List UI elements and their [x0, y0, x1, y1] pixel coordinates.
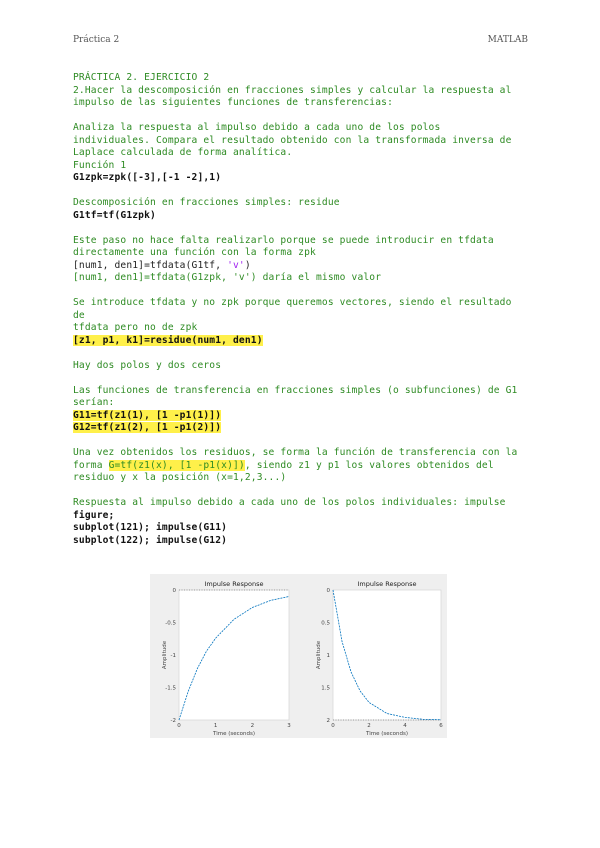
axes-2-xtick: 2: [367, 723, 371, 729]
axes-1-ytick: -0.5: [165, 620, 176, 627]
una2-code: G=tf(z1(x), [1 -p1(x)]): [108, 459, 245, 471]
code-tfdata-1: [73, 260, 528, 273]
axes-1-xtick: 3: [287, 723, 291, 729]
axes-1-ytick: 0: [172, 588, 176, 594]
intro-line-2: impulso de las siguientes funciones de transferencias:: [73, 97, 393, 108]
code-g11: [73, 410, 528, 423]
code-subplot-2: subplot(122); impulse(G12): [73, 534, 228, 546]
code-subplot-1: subplot(121); impulse(G11): [73, 522, 228, 533]
code-g12: [73, 422, 528, 435]
descomp-comment: Descomposición en fracciones simples: residue: [73, 197, 340, 208]
axes-1-ylabel: Amplitude: [162, 640, 168, 670]
impulse-figure-svg: [150, 574, 447, 738]
una2-pre: forma: [73, 459, 109, 471]
axes-1-ytick: -1: [170, 653, 176, 659]
axes-1-ytick: -2: [170, 718, 176, 724]
code-g11-highlight: G11=tf(z1(1), [1 -p1(1)]): [73, 409, 222, 421]
intro-line-1: 2.Hacer la descomposición en fracciones simples y calcular la respuesta al: [73, 84, 512, 96]
una-line-2: [73, 460, 528, 473]
axes-2-xtick: 6: [439, 723, 443, 729]
impulse-figure: [150, 574, 447, 738]
section-title: PRÁCTICA 2. EJERCICIO 2: [73, 72, 210, 83]
analiza-line-3: Laplace calculada de forma analítica.: [73, 147, 293, 158]
code-figure: figure;: [73, 509, 115, 521]
axes-2-ylabel: Amplitude: [316, 640, 322, 670]
analiza-line-1: Analiza la respuesta al impulso debido a cada uno de los polos: [73, 122, 441, 133]
las-line-1: Las funciones de transferencia en fracciones simples (o subfunciones) de G1: [73, 384, 518, 396]
axes-1-xtick: 2: [250, 723, 255, 729]
una-line-3: residuo y x la posición (x=1,2,3...): [73, 472, 287, 483]
axes-1-xtick: 1: [213, 723, 218, 729]
tfdata1-post: ): [244, 259, 251, 271]
una-line-1: Una vez obtenidos los residuos, se forma la función de transferencia con la: [73, 447, 518, 458]
se-line-1: Se introduce tfdata y no zpk porque queremos vectores, siendo el resultado de: [73, 297, 512, 321]
header-left: Práctica 2: [73, 35, 120, 45]
se-line-2: tfdata pero no de zpk: [73, 322, 198, 333]
axes-1-xtick: 0: [177, 723, 181, 729]
axes-2-ytick: 0: [326, 588, 330, 594]
axes-2-xlabel: Time (seconds): [366, 731, 408, 737]
axes-2-ytick: 1: [326, 653, 330, 659]
las-line-2: serían:: [73, 397, 115, 408]
axes-1-xlabel: Time (seconds): [213, 731, 255, 737]
code-zpk: G1zpk=zpk([-3],[-1 -2],1): [73, 172, 222, 183]
este-line-2: directamente una función con la forma zpk: [73, 247, 316, 258]
axes-1-ytick: -1.5: [165, 685, 176, 692]
tfdata-comment-2: [num1, den1]=tfdata(G1zpk, 'v') daría el mismo valor: [73, 272, 382, 283]
axes-1-box: [179, 590, 289, 720]
tfdata1-pre: [num1, den1]=tfdata(G1tf,: [73, 259, 228, 271]
code-tf: G1tf=tf(G1zpk): [73, 209, 156, 221]
funcion-label: Función 1: [73, 159, 127, 171]
axes-2-box: [333, 590, 441, 720]
analiza-line-2: individuales. Compara el resultado obtenido con la transformada inversa de: [73, 134, 512, 146]
una2-post: , siendo z1 y p1 los valores obtenidos del: [244, 459, 494, 471]
este-line-1: Este paso no hace falta realizarlo porque se puede introducir en tfdata: [73, 234, 494, 246]
tfdata1-string: 'v': [227, 259, 245, 271]
code-g12-highlight: G12=tf(z1(2), [1 -p1(2)]): [73, 422, 222, 433]
axes-2-ytick: 0.5: [321, 620, 330, 627]
code-residue: [73, 335, 528, 348]
axes-2-ytick: 2: [326, 718, 330, 724]
resp-line: Respuesta al impulso debido a cada uno de los polos individuales: impulse: [73, 497, 506, 508]
code-residue-highlight: [z1, p1, k1]=residue(num1, den1): [73, 334, 263, 346]
axes-2-title: Impulse Response: [357, 580, 417, 588]
axes-2-xtick: 4: [403, 723, 407, 729]
hay-line: Hay dos polos y dos ceros: [73, 359, 222, 371]
axes-1-title: Impulse Response: [204, 580, 264, 588]
document-body: [73, 72, 528, 547]
axes-2-ytick: 1.5: [321, 685, 330, 692]
axes-2-xtick: 0: [331, 723, 335, 729]
header-right: MATLAB: [487, 35, 528, 45]
